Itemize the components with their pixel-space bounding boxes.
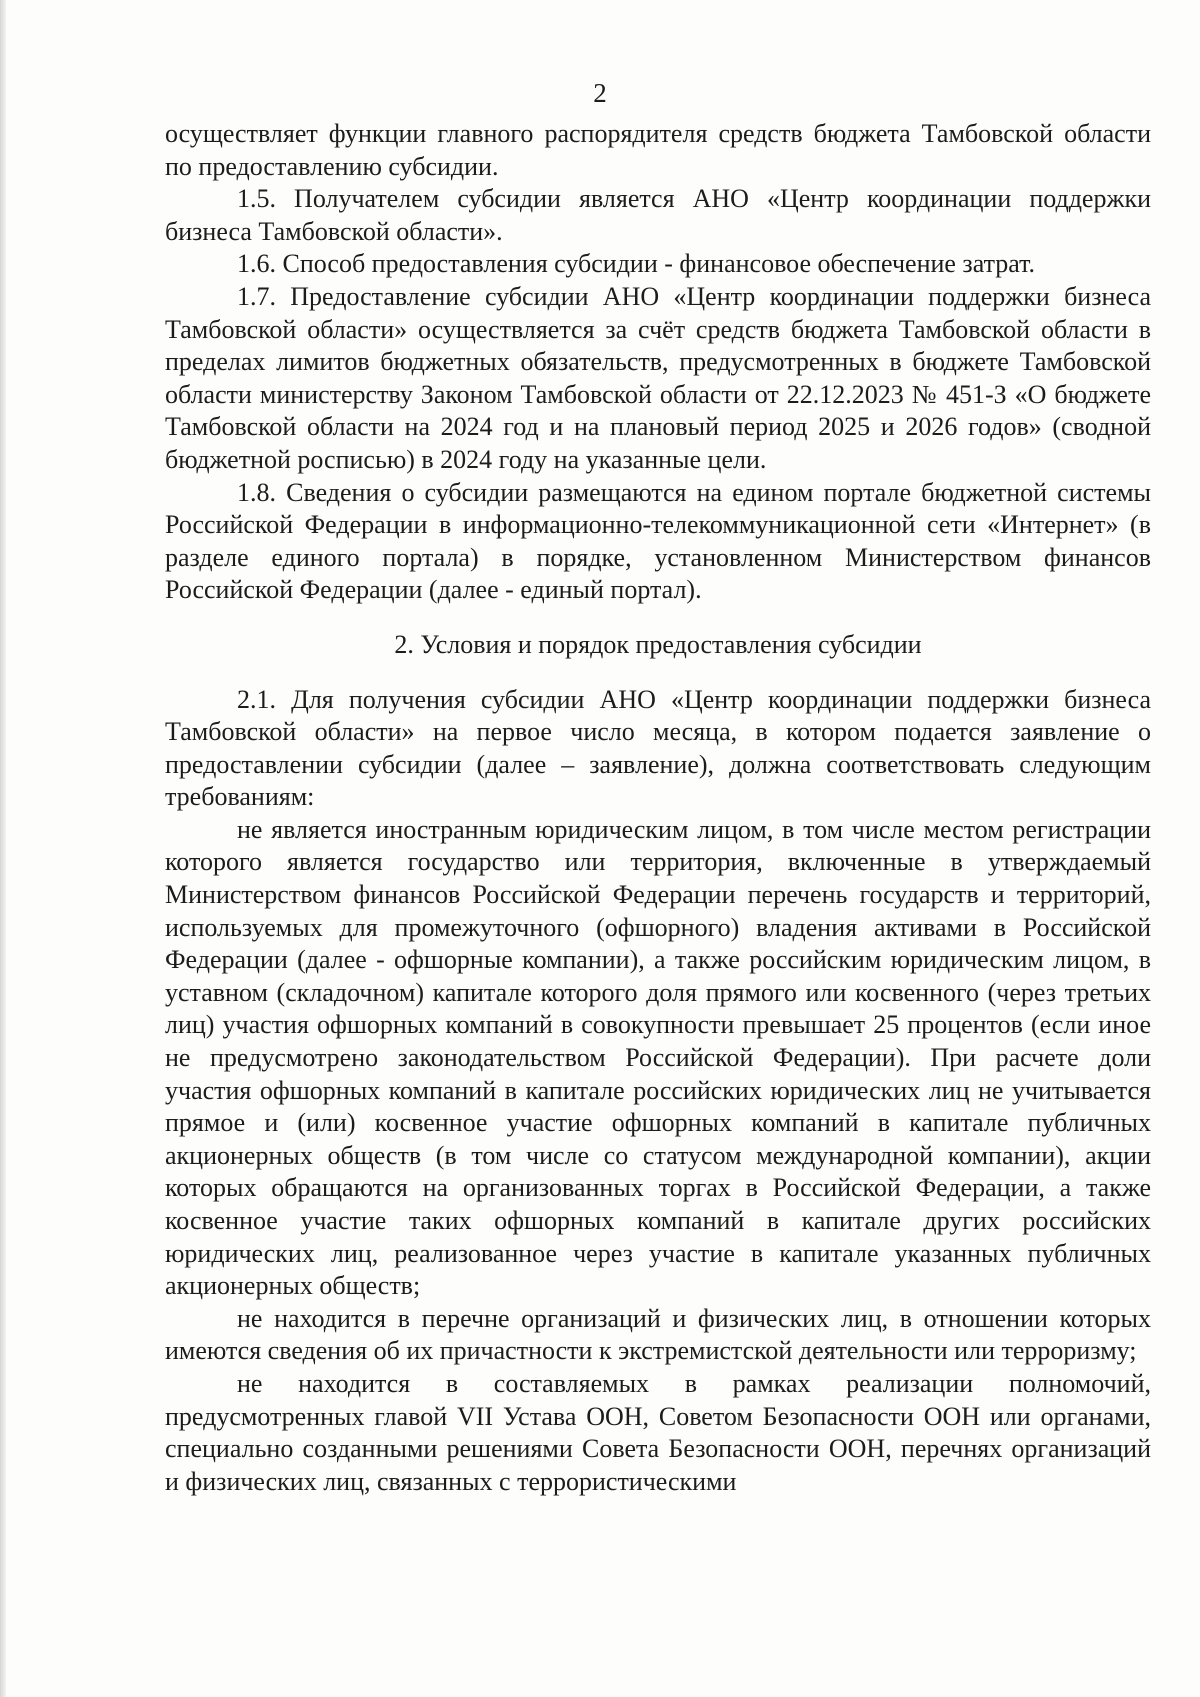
paragraph-1-8: 1.8. Сведения о субсидии размещаются на едином портале бюджетной системы Российской Федерации в информационно-телекоммуникационной сети «Интернет» (в разделе единого портала) в порядке, установленном Министерством финансов Российской Федерации (далее - единый портал). (165, 477, 1151, 605)
scan-edge-decoration (0, 0, 6, 1697)
requirement-offshore: не является иностранным юридическим лицом, в том числе местом регистрации которого является государство или территория, включенные в утверждаемый Министерством финансов Российской Федерации перечень государств и территорий, используемых для промежуточного (офшорного) владения активами в Российской Федерации (далее - офшорные компании), а также российским юридическим лицом, в уставном (складочном) капитале которого доля прямого или косвенного (через третьих лиц) участия офшорных компаний в совокупности превышает 25 процентов (если иное не предусмотрено законодательством Российской Федерации). При расчете доли участия офшорных компаний в капитале российских юридических лиц не учитывается прямое и (или) косвенное участие офшорных компаний в капитале публичных акционерных обществ (в том числе со статусом международной компании), акции которых обращаются на организованных торгах в Российской Федерации, а также косвенное участие таких офшорных компаний в капитале других российских юридических лиц, реализованное через участие в капитале указанных публичных акционерных обществ; (165, 814, 1151, 1301)
paragraph-2-1: 2.1. Для получения субсидии АНО «Центр координации поддержки бизнеса Тамбовской области» на первое число месяца, в котором подается заявление о предоставлении субсидии (далее – заявление), должна соответствовать следующим требованиям: (165, 684, 1151, 812)
paragraph-1-7: 1.7. Предоставление субсидии АНО «Центр координации поддержки бизнеса Тамбовской области» осуществляется за счёт средств бюджета Тамбовской области в пределах лимитов бюджетных обязательств, предусмотренных в бюджете Тамбовской области министерству Законом Тамбовской области от 22.12.2023 № 451-З «О бюджете Тамбовской области на 2024 год и на плановый период 2025 и 2026 годов» (сводной бюджетной росписью) в 2024 году на указанные цели. (165, 281, 1151, 474)
requirement-un-lists: не находится в составляемых в рамках реализации полномочий, предусмотренных главой VII Устава ООН, Советом Безопасности ООН или органами, специально созданными решениями Совета Безопасности ООН, перечнях организаций и физических лиц, связанных с террористическими (165, 1368, 1151, 1496)
paragraph-1-5: 1.5. Получателем субсидии является АНО «Центр координации поддержки бизнеса Тамбовской области». (165, 184, 1151, 246)
document-body (165, 118, 1151, 1498)
requirement-extremism: не находится в перечне организаций и физических лиц, в отношении которых имеются сведения об их причастности к экстремистской деятельности или терроризму; (165, 1303, 1151, 1366)
page-number: 2 (593, 78, 607, 108)
section-heading: 2. Условия и порядок предоставления субсидии (394, 629, 922, 659)
paragraph-1-6: 1.6. Способ предоставления субсидии - финансовое обеспечение затрат. (237, 249, 1036, 279)
paragraph-continuation: осуществляет функции главного распорядителя средств бюджета Тамбовской области по предоставлению субсидии. (165, 119, 1151, 181)
